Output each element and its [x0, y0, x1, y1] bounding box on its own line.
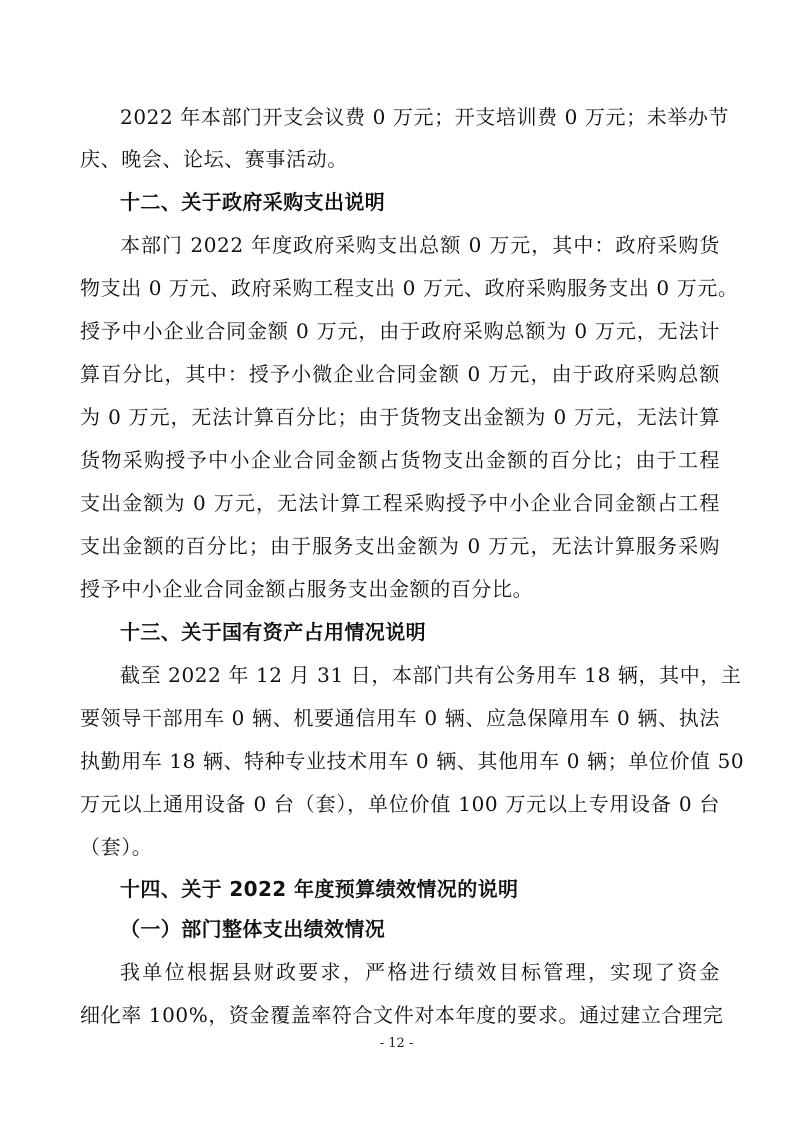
subsection-heading-overall-performance: （一）部门整体支出绩效情况	[120, 917, 386, 941]
text-line: 细化率 100%，资金覆盖率符合文件对本年度的要求。通过建立合理完	[80, 1003, 724, 1027]
section-heading-performance: 十四、关于 2022 年度预算绩效情况的说明	[120, 877, 519, 901]
text-line: 我单位根据县财政要求，严格进行绩效目标管理，实现了资金	[120, 960, 720, 984]
text-line: 支出金额的百分比；由于服务支出金额为 0 万元，无法计算服务采购	[80, 534, 720, 558]
text-line: 授予中小企业合同金额占服务支出金额的百分比。	[80, 577, 534, 601]
text-line: 万元以上通用设备 0 台（套），单位价值 100 万元以上专用设备 0 台	[80, 792, 720, 816]
text-line: 支出金额为 0 万元，无法计算工程采购授予中小企业合同金额占工程	[80, 491, 720, 515]
text-line: 要领导干部用车 0 辆、机要通信用车 0 辆、应急保障用车 0 辆、执法	[80, 706, 720, 730]
text-line: （套）。	[80, 835, 153, 859]
text-line: 庆、晚会、论坛、赛事活动。	[80, 147, 348, 171]
text-line: 物支出 0 万元、政府采购工程支出 0 万元、政府采购服务支出 0 万元。	[80, 276, 739, 300]
text-line: 执勤用车 18 辆、特种专业技术用车 0 辆、其他用车 0 辆；单位价值 50	[80, 749, 745, 773]
section-heading-state-assets: 十三、关于国有资产占用情况说明	[120, 620, 426, 644]
text-line: 货物采购授予中小企业合同金额占货物支出金额的百分比；由于工程	[80, 448, 720, 472]
text-line: 算百分比，其中：授予小微企业合同金额 0 万元，由于政府采购总额	[80, 362, 720, 386]
section-heading-procurement: 十二、关于政府采购支出说明	[120, 190, 386, 214]
page-number: - 12 -	[379, 1036, 414, 1051]
text-line: 2022 年本部门开支会议费 0 万元；开支培训费 0 万元；未举办节	[120, 105, 730, 129]
text-line: 为 0 万元，无法计算百分比；由于货物支出金额为 0 万元，无法计算	[80, 405, 720, 429]
text-line: 授予中小企业合同金额 0 万元，由于政府采购总额为 0 万元，无法计	[80, 319, 720, 343]
text-line: 本部门 2022 年度政府采购支出总额 0 万元，其中：政府采购货	[120, 233, 720, 257]
text-line: 截至 2022 年 12 月 31 日，本部门共有公务用车 18 辆，其中，主	[120, 663, 742, 687]
